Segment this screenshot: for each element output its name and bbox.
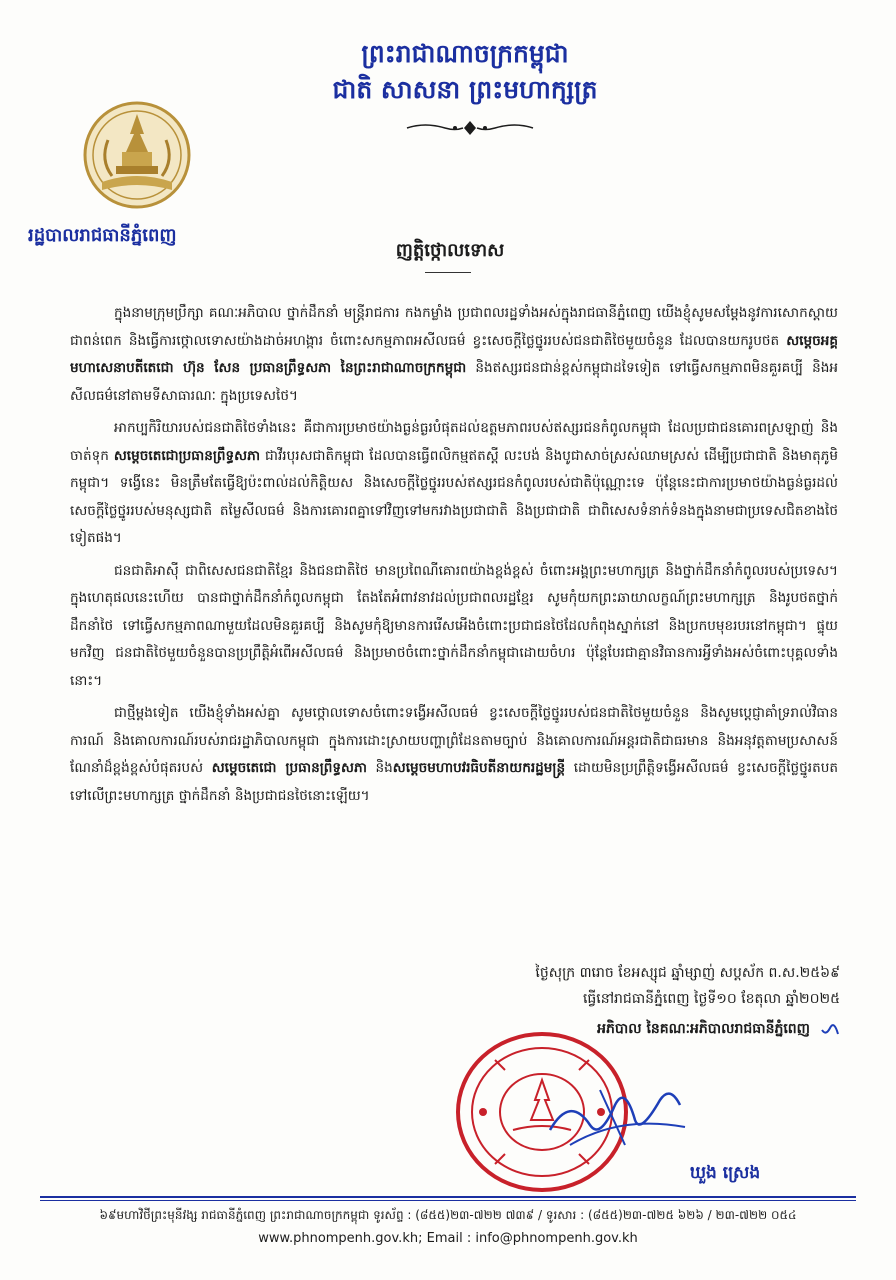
contact-separator: ;: [418, 1231, 423, 1246]
lunar-date: ថ្ងៃសុក្រ ៣រោច ខែអស្សុជ ឆ្នាំម្សាញ់ សប្តស័ក ព.ស.២៥៦៩: [535, 965, 840, 981]
body-paragraph: [70, 300, 838, 410]
paragraph-text: ជនជាតិអាស៊ី ជាពិសេសជនជាតិខ្មែរ និងជនជាតិថៃ មានប្រពៃណីគោរពយ៉ាងខ្ពង់ខ្ពស់ ចំពោះអង្គព្រះមហាក្សត្រ និងថ្នាក់ដឹកនាំកំពូលរបស់ប្រទេស។ ក្នុងហេតុផលនេះហើយ បានជាថ្នាក់ដឹកនាំកំពូលកម្ពុជា តែងតែអំពាវនាវដល់ប្រជាពលរដ្ឋខ្មែរ សូមកុំយកព្រះឆាយាលក្ខណ៍ព្រះមហាក្សត្រ និងរូបថតថ្នាក់ដឹកនាំថៃ ទៅធ្វើសកម្មភាពណាមួយដែលមិនគួរគប្បី និងសូមកុំឱ្យមានការរើសអើងចំពោះប្រជាជនថៃដែលកំពុងស្នាក់នៅ និងប្រកបមុខរបរនៅកម្ពុជា។ ផ្ទុយមកវិញ ជនជាតិថៃមួយចំនួនបានប្រព្រឹត្តិអំពើអសីលធម៌ និងប្រមាថចំពោះថ្នាក់ដឹកនាំកម្ពុជាដោយចំហរ ប៉ុន្តែបែរជាគ្មានវិធានការអ្វីទាំងអស់ចំពោះបុគ្គលទាំងនោះ។: [70, 562, 838, 689]
paragraph-text: និងឥស្សរជនជាន់ខ្ពស់កម្ពុជាដទៃទៀត ទៅធ្វើសកម្មភាពមិនគួរគប្បី និងអសីលធម៌នៅតាមទីសាធារណៈ ក្នុងប្រទេសថៃ។: [70, 360, 838, 404]
footer-address: ៦៩មហាវិថីព្រះមុនីវង្ស រាជធានីភ្នំពេញ ព្រះរាជាណាចក្រកម្ពុជា ទូរស័ព្ទ : (៨៥៥)២៣-៧២២ ៧៣៩ / ទូរសារ : (៨៥៥)២៣-៧២៥ ៦២៦ / ២៣-៧២២ ០៥៤: [99, 1208, 797, 1222]
emphasized-text: សម្តេចមហាបវរធិបតីនាយករដ្ឋមន្ត្រី: [392, 760, 566, 776]
email-link[interactable]: info@phnompenh.gov.kh: [475, 1231, 638, 1246]
paragraph-text: ជាថ្មីម្តងទៀត យើងខ្ញុំទាំងអស់គ្នា សូមថ្កោលទោសចំពោះទង្វើអសីលធម៌ ខ្វះសេចក្តីថ្លៃថ្នូររបស់ជនជាតិថៃមួយចំនួន និងសូមប្តេជ្ញាគាំទ្ររាល់វិធានការណ៍ និងគោលការណ៍របស់រាជរដ្ឋាភិបាលកម្ពុជា ក្នុងការដោះស្រាយបញ្ហាព្រំដែនតាមច្បាប់ និងគោលការណ៍អន្តរជាតិជាធរមាន និងអនុវត្តតាមប្រសាសន៍ណែនាំដ៏ខ្ពង់ខ្ពស់បំផុតរបស់: [70, 705, 838, 776]
issuing-office: រដ្ឋបាលរាជធានីភ្នំពេញ: [28, 225, 177, 246]
header-kingdom: [300, 36, 630, 108]
body-paragraph: [70, 700, 838, 810]
signer-name: ឃួង ស្រេង: [689, 1163, 761, 1183]
body-paragraph: [70, 558, 838, 696]
emphasized-text: សម្តេចតេជោ ប្រធានព្រឹទ្ធសភា: [211, 760, 367, 776]
paragraph-text: ក្នុងនាមក្រុមប្រឹក្សា គណៈអភិបាល ថ្នាក់ដឹកនាំ មន្ត្រីរាជការ កងកម្លាំង ប្រជាពលរដ្ឋទាំងអស់ក្នុងរាជធានីភ្នំពេញ យើងខ្ញុំសូមសម្ដែងនូវការសោកស្តាយជាពន់ពេក និងធ្វើការថ្កោលទោសយ៉ាងដាច់អហង្ការ ចំពោះសកម្មភាពអសីលធម៌ ខ្វះសេចក្តីថ្លៃថ្នូររបស់ជនជាតិថៃមួយចំនួន ដែលបានយករូបថត: [70, 305, 838, 349]
footer-rule: [40, 1196, 856, 1198]
paragraph-text: ជាវីរបុរសជាតិកម្ពុជា ដែលបានធ្វើពលិកម្មឥតស្ដី លះបង់ និងបូជាសាច់ស្រស់ឈាមស្រស់ ដើម្បីប្រជាជាតិ និងមាតុភូមិកម្ពុជា។ ទង្វើនេះ មិនត្រឹមតែធ្វើឱ្យប៉ះពាល់ដល់កិត្តិយស និងសេចក្តីថ្លៃថ្នូររបស់ឥស្សរជនកំពូលរបស់ជាតិប៉ុណ្ណោះទេ ប៉ុន្តែនេះជាការប្រមាថយ៉ាងធ្ងន់ធ្ងរដល់សេចក្ដីថ្លៃថ្នូររបស់មនុស្សជាតិ តម្លៃសីលធម៌ និងការគោរពគ្នាទៅវិញទៅមករវាងប្រជាជាតិ និងប្រជាជាតិ ជាពិសេសទំនាក់ទំនងក្នុងនាមជាប្រទេសជិតខាងថៃទៀតផង។: [70, 447, 839, 546]
date-block: [440, 960, 840, 1012]
footer-contact: [40, 1228, 856, 1250]
paragraph-text: ដោយមិនប្រព្រឹត្តិទង្វើអសីលធម៌ ខ្វះសេចក្តីថ្លៃថ្នូរតបតទៅលើព្រះមហាក្សត្រ ថ្នាក់ដឹកនាំ និងប្រជាជនថៃនោះឡើយ។: [70, 760, 838, 804]
emphasized-text: សម្តេចតេជោប្រធានព្រឹទ្ធសភា: [113, 447, 261, 464]
title-underline: [425, 272, 471, 273]
emphasized-text: សម្ដេចអគ្គមហាសេនាបតីតេជោ ហ៊ុន សែន ប្រធានព្រឹទ្ធសភា នៃព្រះរាជាណាចក្រកម្ពុជា: [70, 332, 838, 376]
document-title: ញត្តិថ្កោលទោស: [395, 240, 505, 261]
email-label: Email :: [426, 1231, 472, 1246]
signature-icon: [540, 1075, 690, 1155]
footer-rule-thin: [40, 1200, 856, 1201]
document-body: [70, 300, 838, 815]
city-emblem-icon: [82, 100, 192, 210]
paragraph-text: និង: [366, 760, 393, 776]
national-motto: ជាតិ សាសនា ព្រះមហាក្សត្រ: [332, 75, 598, 104]
paragraph-text: អាកប្បកិរិយារបស់ជនជាតិថៃទាំងនេះ គឺជាការប្រមាថយ៉ាងធ្ងន់ធ្ងរបំផុតដល់ឧត្ដមភាពរបស់ឥស្សរជនកំពូលកម្ពុជា ដែលប្រជាជនគោរពស្រឡាញ់ និងចាត់ទុក: [70, 420, 838, 464]
ornament-divider-icon: [405, 118, 535, 138]
website-link[interactable]: www.phnompenh.gov.kh: [258, 1231, 419, 1246]
body-paragraph: [70, 415, 838, 553]
solar-date: ធ្វើនៅរាជធានីភ្នំពេញ ថ្ងៃទី១០ ខែតុលា ឆ្នាំ២០២៥: [582, 991, 840, 1007]
kingdom-title: ព្រះរាជាណាចក្រកម្ពុជា: [361, 39, 569, 68]
signer-role: អភិបាល នៃគណៈអភិបាលរាជធានីភ្នំពេញ: [597, 1021, 810, 1037]
initial-mark-icon: [818, 1016, 842, 1040]
